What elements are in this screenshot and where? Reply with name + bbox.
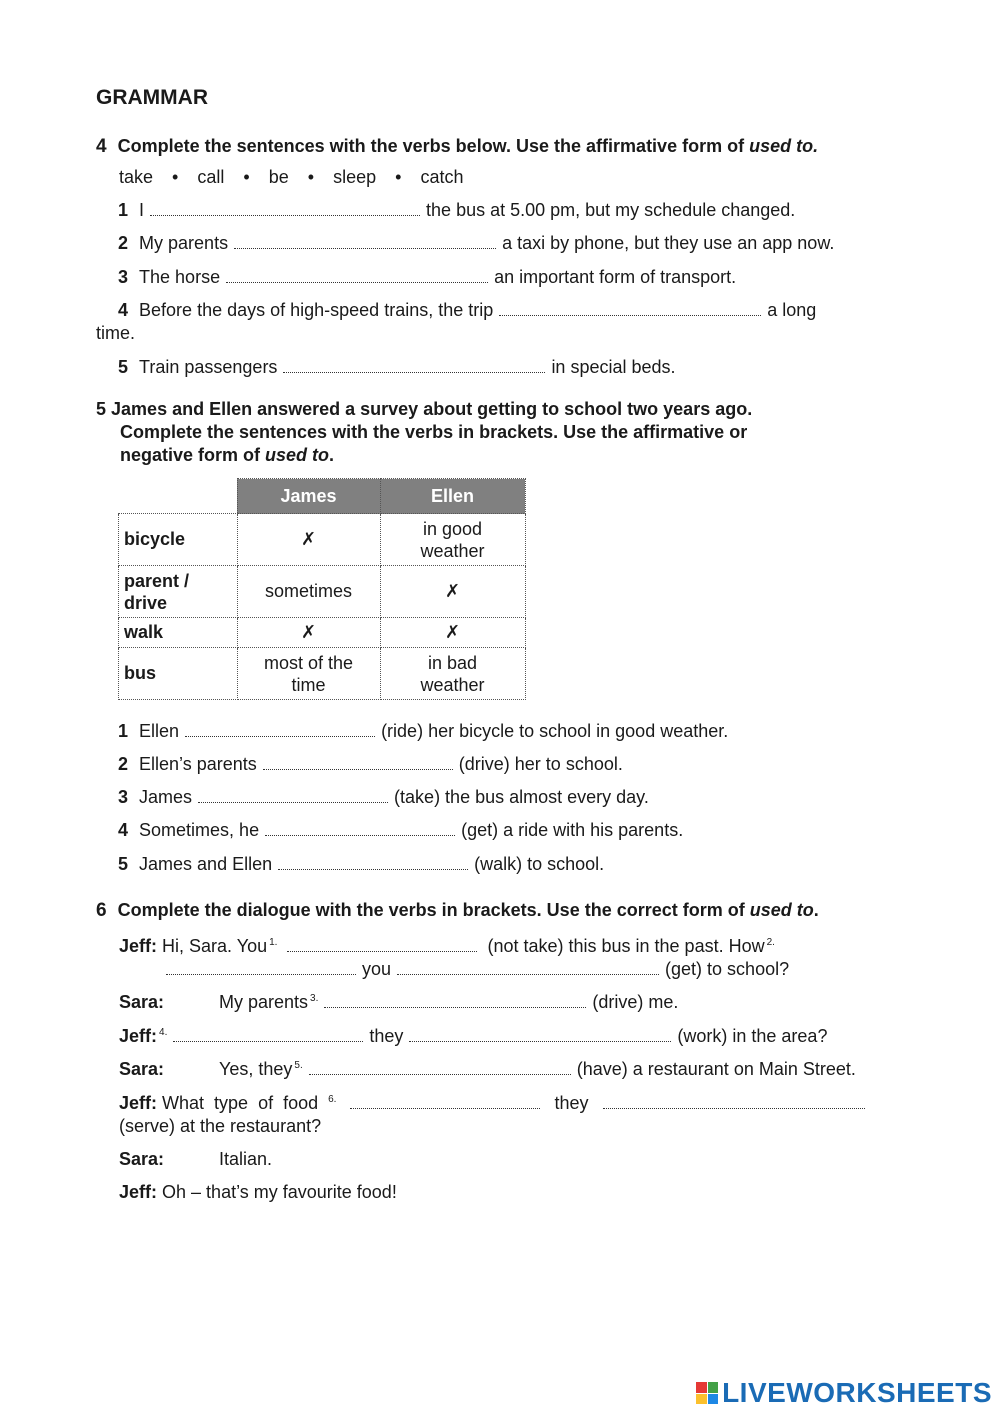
speaker-sara: Sara: <box>119 992 165 1012</box>
dialogue-text: Oh – that’s my favourite food! <box>162 1182 397 1202</box>
item-text: a taxi by phone, but they use an app now. <box>502 233 835 253</box>
speaker-jeff: Jeff: <box>119 1182 158 1202</box>
ex4-item-4 <box>118 300 816 321</box>
dialogue-line-2 <box>219 992 678 1013</box>
dialogue-text: (work) in the area? <box>677 1026 828 1046</box>
cell-ellen: ✗ <box>380 618 525 648</box>
column-header-ellen: Ellen <box>380 479 525 514</box>
item-number: 2 <box>118 233 129 253</box>
item-text: an important form of transport. <box>494 267 737 287</box>
answer-blank[interactable] <box>499 303 761 316</box>
dialogue-text: My parents <box>219 992 309 1012</box>
dialogue-text: What type of food <box>162 1093 319 1113</box>
answer-blank[interactable] <box>198 790 388 803</box>
ex5-item-2 <box>118 754 623 775</box>
gap-number: 2. <box>766 937 775 948</box>
dialogue-line-5 <box>119 1093 871 1114</box>
liveworksheets-logo <box>696 1377 992 1409</box>
column-header-james: James <box>237 479 380 514</box>
item-text: Ellen’s parents <box>139 754 257 774</box>
dialogue-text: Hi, Sara. You <box>162 936 268 956</box>
item-text: Before the days of high-speed trains, the trip <box>139 300 494 320</box>
row-label: bicycle <box>119 514 238 566</box>
cell-james: ✗ <box>237 618 380 648</box>
item-text: Ellen <box>139 721 180 741</box>
answer-blank[interactable] <box>173 1029 363 1042</box>
dialogue-text: Yes, they <box>219 1059 293 1079</box>
bullet: • <box>243 167 250 187</box>
dialogue-line-6: Italian. <box>219 1149 273 1169</box>
item-number: 2 <box>118 754 129 774</box>
item-number: 4 <box>118 820 129 840</box>
ex5-number: 5 <box>96 399 107 419</box>
item-text: My parents <box>139 233 229 253</box>
answer-blank[interactable] <box>278 857 468 870</box>
ex4-instruction-em: used to. <box>749 136 819 156</box>
cell-ellen: ✗ <box>380 566 525 618</box>
row-label: bus <box>119 648 238 700</box>
cell-ellen: in good weather <box>380 514 525 566</box>
dialogue-text: (drive) me. <box>592 992 679 1012</box>
ex5-line3-text: negative form of <box>120 445 266 465</box>
item-text: (walk) to school. <box>474 854 605 874</box>
cell-james: sometimes <box>237 566 380 618</box>
speaker-jeff: Jeff: <box>119 936 158 956</box>
ex5-instruction-line1 <box>96 399 752 420</box>
gap-number: 4. <box>159 1027 168 1038</box>
answer-blank[interactable] <box>409 1029 671 1042</box>
answer-blank[interactable] <box>265 823 455 836</box>
bullet: • <box>307 167 315 187</box>
answer-blank[interactable] <box>166 962 356 975</box>
answer-blank[interactable] <box>350 1096 540 1109</box>
item-number: 3 <box>118 267 129 287</box>
word: call <box>197 167 225 187</box>
item-number: 3 <box>118 787 129 807</box>
table-row <box>119 514 526 566</box>
ex5-item-3 <box>118 787 649 808</box>
answer-blank[interactable] <box>397 962 659 975</box>
item-number: 1 <box>118 721 129 741</box>
row-label: walk <box>119 618 238 648</box>
ex4-item-5 <box>118 357 676 378</box>
table-corner <box>119 479 238 514</box>
dialogue-line-7 <box>119 1182 397 1203</box>
ex4-item-4-cont: time. <box>96 323 136 343</box>
word-bank <box>119 167 464 188</box>
item-text: (get) a ride with his parents. <box>461 820 684 840</box>
ex4-number: 4 <box>96 136 107 157</box>
ex5-line1: James and Ellen answered a survey about getting to school two years ago. <box>111 399 753 419</box>
item-text: Sometimes, he <box>139 820 260 840</box>
ex5-item-1 <box>118 721 728 742</box>
gap-number: 3. <box>310 993 319 1004</box>
item-number: 4 <box>118 300 129 320</box>
dialogue-line-1-cont <box>166 959 789 980</box>
dialogue-line-1 <box>119 936 775 957</box>
word: sleep <box>333 167 377 187</box>
item-number: 5 <box>118 854 129 874</box>
speaker-jeff: Jeff: <box>119 1093 158 1113</box>
bullet: • <box>172 167 179 187</box>
answer-blank[interactable] <box>283 360 545 373</box>
answer-blank[interactable] <box>309 1062 571 1075</box>
dialogue-line-5-cont: (serve) at the restaurant? <box>119 1116 322 1136</box>
item-text: the bus at 5.00 pm, but my schedule changed. <box>426 200 796 220</box>
item-text: in special beds. <box>551 357 676 377</box>
word: be <box>268 167 289 187</box>
ex6-instruction-text: Complete the dialogue with the verbs in brackets. Use the correct form of <box>117 900 750 920</box>
gap-number: 5. <box>294 1060 303 1071</box>
answer-blank[interactable] <box>287 939 477 952</box>
item-text: Train passengers <box>139 357 278 377</box>
bullet: • <box>395 167 402 187</box>
table-row <box>119 648 526 700</box>
ex5-instruction-line3 <box>120 445 334 466</box>
ex4-item-1 <box>118 200 795 221</box>
ex5-instruction-line2: Complete the sentences with the verbs in brackets. Use the affirmative or <box>120 422 748 442</box>
item-text: (drive) her to school. <box>458 754 623 774</box>
dialogue-text: you <box>362 959 392 979</box>
ex6-number: 6 <box>96 900 107 921</box>
word: catch <box>420 167 464 187</box>
ex6-instruction <box>96 900 819 922</box>
item-text: (ride) her bicycle to school in good weather. <box>381 721 729 741</box>
dialogue-text: they <box>369 1026 404 1046</box>
ex6-instruction-end: . <box>813 900 819 920</box>
answer-blank[interactable] <box>185 724 375 737</box>
speaker-sara: Sara: <box>119 1149 165 1169</box>
survey-table <box>118 478 526 700</box>
answer-blank[interactable] <box>263 757 453 770</box>
speaker-sara: Sara: <box>119 1059 165 1079</box>
dialogue-text: they <box>554 1093 589 1113</box>
cell-james: most of the time <box>237 648 380 700</box>
item-text: a long <box>767 300 817 320</box>
ex5-item-4 <box>118 820 683 841</box>
logo-icon <box>696 1382 718 1404</box>
ex5-item-5 <box>118 854 604 875</box>
answer-blank[interactable] <box>226 270 488 283</box>
item-text: The horse <box>139 267 221 287</box>
answer-blank[interactable] <box>324 995 586 1008</box>
ex5-line3-end: . <box>329 445 335 465</box>
ex6-instruction-em: used to <box>749 900 814 920</box>
ex4-item-3 <box>118 267 736 288</box>
item-text: I <box>139 200 145 220</box>
dialogue-text: (have) a restaurant on Main Street. <box>576 1059 856 1079</box>
page-title: GRAMMAR <box>96 86 208 109</box>
ex4-instruction <box>96 136 818 158</box>
ex4-instruction-text: Complete the sentences with the verbs below. Use the affirmative form of <box>117 136 750 156</box>
ex4-item-2 <box>118 233 834 254</box>
answer-blank[interactable] <box>234 236 496 249</box>
cell-ellen: in bad weather <box>380 648 525 700</box>
logo-text: LIVEWORKSHEETS <box>722 1377 992 1408</box>
answer-blank[interactable] <box>603 1096 865 1109</box>
dialogue-text: (not take) this bus in the past. How <box>487 936 765 956</box>
item-text: James <box>139 787 193 807</box>
row-label: parent / drive <box>119 566 238 618</box>
answer-blank[interactable] <box>150 203 420 216</box>
table-row <box>119 618 526 648</box>
gap-number: 6. <box>328 1094 337 1105</box>
item-number: 5 <box>118 357 129 377</box>
table-header-row <box>119 479 526 514</box>
table-row <box>119 566 526 618</box>
dialogue-line-3 <box>119 1026 827 1047</box>
word: take <box>119 167 154 187</box>
ex5-line3-em: used to <box>265 445 330 465</box>
item-text: (take) the bus almost every day. <box>394 787 649 807</box>
dialogue-text: (get) to school? <box>665 959 790 979</box>
cell-james: ✗ <box>237 514 380 566</box>
item-text: James and Ellen <box>139 854 273 874</box>
item-number: 1 <box>118 200 129 220</box>
gap-number: 1. <box>269 937 278 948</box>
speaker-jeff: Jeff: <box>119 1026 158 1046</box>
dialogue-line-4 <box>219 1059 856 1080</box>
